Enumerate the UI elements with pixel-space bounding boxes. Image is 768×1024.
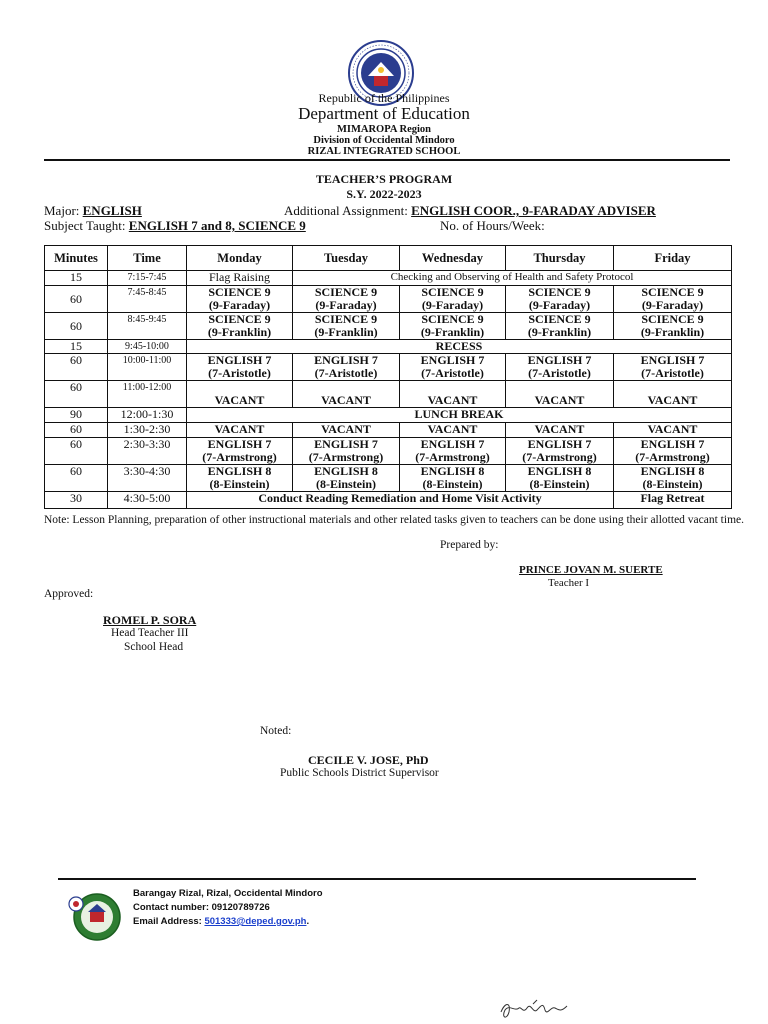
- minutes-cell: 15: [45, 340, 108, 354]
- footer-email-line: [133, 916, 309, 927]
- email-link[interactable]: 501333@deped.gov.ph: [204, 916, 307, 927]
- class-section: (9-Faraday): [641, 298, 704, 312]
- class-subject: SCIENCE 9: [421, 285, 484, 299]
- vacant-cell: VACANT: [187, 381, 293, 408]
- class-section: (8-Einstein): [209, 477, 270, 491]
- time-cell: 7:45-8:45: [108, 286, 187, 313]
- minutes-cell: 60: [45, 354, 108, 381]
- header-tuesday: Tuesday: [293, 246, 400, 271]
- class-cell: [293, 313, 400, 340]
- table-header-row: [45, 246, 732, 271]
- class-cell: [614, 286, 732, 313]
- region-name: MIMAROPA Region: [336, 124, 431, 135]
- class-cell: [187, 286, 293, 313]
- time-cell: 4:30-5:00: [108, 492, 187, 509]
- class-cell: [400, 438, 506, 465]
- table-row: [45, 381, 732, 408]
- header-minutes: Minutes: [45, 246, 108, 271]
- school-year: S.Y. 2022-2023: [346, 187, 422, 201]
- time-cell: 10:00-11:00: [108, 354, 187, 381]
- class-subject: ENGLISH 8: [207, 464, 272, 478]
- school-logos: [66, 892, 124, 942]
- minutes-cell: 60: [45, 286, 108, 313]
- class-cell: [614, 438, 732, 465]
- class-cell: [293, 286, 400, 313]
- vacant-cell: VACANT: [506, 423, 614, 438]
- class-subject: ENGLISH 7: [527, 437, 592, 451]
- hours-label: No. of Hours/Week:: [440, 218, 545, 233]
- additional-value: ENGLISH COOR., 9-FARADAY ADVISER: [411, 203, 656, 218]
- class-subject: ENGLISH 7: [314, 353, 378, 367]
- table-row: [45, 423, 732, 438]
- note-text: Note: Lesson Planning, preparation of other instructional materials and other related tasks given to teachers can be done using their allotted vacant time.: [44, 514, 745, 526]
- class-subject: ENGLISH 7: [527, 353, 592, 367]
- approved-title: Head Teacher III: [111, 627, 189, 639]
- class-section: (7-Armstrong): [635, 450, 710, 464]
- major-value: ENGLISH: [82, 203, 142, 218]
- handwritten-signature: [497, 998, 577, 1022]
- table-row: [45, 408, 732, 423]
- minutes-cell: 90: [45, 408, 108, 423]
- email-label: Email Address:: [133, 916, 205, 927]
- table-row: [45, 340, 732, 354]
- minutes-cell: 30: [45, 492, 108, 509]
- republic-line: Republic of the Philippines: [318, 91, 450, 105]
- recess-cell: RECESS: [187, 340, 732, 354]
- class-section: (7-Aristotle): [208, 366, 271, 380]
- class-cell: [614, 354, 732, 381]
- noted-label: Noted:: [260, 725, 292, 737]
- class-subject: SCIENCE 9: [528, 285, 591, 299]
- header-wednesday: Wednesday: [400, 246, 506, 271]
- class-cell: [400, 313, 506, 340]
- class-section: (7-Aristotle): [421, 366, 484, 380]
- class-cell: [293, 438, 400, 465]
- class-subject: SCIENCE 9: [208, 312, 271, 326]
- class-section: (7-Armstrong): [308, 450, 384, 464]
- prepared-name: PRINCE JOVAN M. SUERTE: [519, 564, 663, 576]
- remediation-cell: Conduct Reading Remediation and Home Visit Activity: [187, 492, 614, 509]
- class-subject: ENGLISH 7: [420, 437, 485, 451]
- prepared-label: Prepared by:: [440, 539, 499, 551]
- vacant-cell: VACANT: [400, 423, 506, 438]
- class-section: (7-Aristotle): [641, 366, 704, 380]
- noted-title: Public Schools District Supervisor: [280, 767, 439, 779]
- class-cell: [187, 465, 293, 492]
- class-cell: [506, 438, 614, 465]
- class-section: (9-Faraday): [528, 298, 591, 312]
- footer-divider: [58, 878, 696, 880]
- class-section: (8-Einstein): [316, 477, 376, 491]
- class-subject: SCIENCE 9: [208, 285, 271, 299]
- major-line: [44, 203, 142, 219]
- class-cell: [293, 354, 400, 381]
- class-cell: [187, 438, 293, 465]
- time-cell: 11:00-12:00: [108, 381, 187, 408]
- table-row: [45, 313, 732, 340]
- vacant-cell: VACANT: [614, 381, 732, 408]
- class-section: (7-Aristotle): [528, 366, 591, 380]
- class-cell: [400, 286, 506, 313]
- class-section: (8-Einstein): [422, 477, 483, 491]
- class-cell: [506, 313, 614, 340]
- class-section: (7-Armstrong): [415, 450, 490, 464]
- vacant-cell: VACANT: [187, 423, 293, 438]
- class-section: (7-Armstrong): [522, 450, 597, 464]
- time-cell: 2:30-3:30: [108, 438, 187, 465]
- approved-label: Approved:: [44, 588, 94, 600]
- minutes-cell: 60: [45, 313, 108, 340]
- header-thursday: Thursday: [506, 246, 614, 271]
- class-subject: ENGLISH 7: [640, 353, 705, 367]
- class-section: (9-Faraday): [315, 298, 377, 312]
- department-name: Department of Education: [298, 104, 470, 123]
- footer-address: Barangay Rizal, Rizal, Occidental Mindoro: [133, 888, 323, 899]
- class-cell: [187, 354, 293, 381]
- class-cell: [506, 354, 614, 381]
- time-cell: 8:45-9:45: [108, 313, 187, 340]
- school-name: RIZAL INTEGRATED SCHOOL: [307, 146, 461, 157]
- additional-label: Additional Assignment:: [284, 203, 408, 218]
- time-cell: 3:30-4:30: [108, 465, 187, 492]
- approved-name: ROMEL P. SORA: [103, 613, 197, 627]
- lunch-break-cell: LUNCH BREAK: [187, 408, 732, 423]
- subject-line: [44, 218, 306, 234]
- subject-value: ENGLISH 7 and 8, SCIENCE 9: [128, 218, 306, 233]
- minutes-cell: 60: [45, 465, 108, 492]
- class-subject: ENGLISH 8: [420, 464, 485, 478]
- class-cell: [614, 465, 732, 492]
- class-subject: ENGLISH 7: [640, 437, 705, 451]
- table-row: [45, 354, 732, 381]
- class-section: (9-Franklin): [640, 325, 705, 339]
- time-cell: 12:00-1:30: [108, 408, 187, 423]
- minutes-cell: 60: [45, 438, 108, 465]
- class-section: (9-Faraday): [421, 298, 484, 312]
- class-section: (8-Einstein): [529, 477, 590, 491]
- health-protocol-cell: Checking and Observing of Health and Safety Protocol: [293, 271, 732, 286]
- vacant-cell: VACANT: [293, 381, 400, 408]
- class-cell: [400, 354, 506, 381]
- class-subject: SCIENCE 9: [528, 312, 591, 326]
- monday-cell: Flag Raising: [187, 271, 293, 286]
- header-time: Time: [108, 246, 187, 271]
- header-divider: [44, 159, 730, 161]
- class-subject: SCIENCE 9: [314, 285, 378, 299]
- class-subject: SCIENCE 9: [641, 285, 704, 299]
- minutes-cell: 15: [45, 271, 108, 286]
- header-friday: Friday: [614, 246, 732, 271]
- noted-name: CECILE V. JOSE, PhD: [308, 753, 429, 767]
- table-row: [45, 492, 732, 509]
- email-end: .: [306, 916, 310, 927]
- minutes-cell: 60: [45, 423, 108, 438]
- class-cell: [187, 313, 293, 340]
- class-subject: SCIENCE 9: [421, 312, 484, 326]
- vacant-cell: VACANT: [400, 381, 506, 408]
- class-subject: ENGLISH 8: [640, 464, 705, 478]
- class-section: (9-Faraday): [208, 298, 271, 312]
- class-subject: SCIENCE 9: [641, 312, 704, 326]
- class-subject: ENGLISH 7: [420, 353, 485, 367]
- class-section: (7-Aristotle): [314, 366, 378, 380]
- class-cell: [614, 313, 732, 340]
- class-cell: [293, 465, 400, 492]
- class-section: (7-Armstrong): [202, 450, 277, 464]
- time-cell: 7:15-7:45: [108, 271, 187, 286]
- additional-assignment-line: [284, 203, 656, 219]
- class-subject: ENGLISH 8: [527, 464, 592, 478]
- class-section: (9-Franklin): [420, 325, 485, 339]
- prepared-title: Teacher I: [548, 577, 590, 589]
- table-row: [45, 438, 732, 465]
- class-subject: SCIENCE 9: [314, 312, 378, 326]
- class-section: (8-Einstein): [642, 477, 703, 491]
- class-section: (9-Franklin): [314, 325, 378, 339]
- class-section: (9-Franklin): [207, 325, 272, 339]
- flag-retreat-cell: Flag Retreat: [614, 492, 732, 509]
- class-cell: [506, 286, 614, 313]
- class-subject: ENGLISH 8: [314, 464, 378, 478]
- time-cell: 9:45-10:00: [108, 340, 187, 354]
- minutes-cell: 60: [45, 381, 108, 408]
- vacant-cell: VACANT: [293, 423, 400, 438]
- major-label: Major:: [44, 203, 80, 218]
- vacant-cell: VACANT: [506, 381, 614, 408]
- class-cell: [506, 465, 614, 492]
- class-subject: ENGLISH 7: [207, 437, 272, 451]
- table-row: [45, 271, 732, 286]
- approved-role: School Head: [124, 641, 184, 653]
- time-cell: 1:30-2:30: [108, 423, 187, 438]
- class-subject: ENGLISH 7: [207, 353, 272, 367]
- program-title: TEACHER’S PROGRAM: [315, 172, 453, 186]
- class-section: (9-Franklin): [527, 325, 592, 339]
- class-cell: [400, 465, 506, 492]
- schedule-table: [44, 245, 732, 509]
- vacant-cell: VACANT: [614, 423, 732, 438]
- division-name: Division of Occidental Mindoro: [313, 135, 455, 146]
- footer-contact: Contact number: 09120789726: [133, 902, 270, 913]
- header-monday: Monday: [187, 246, 293, 271]
- subject-label: Subject Taught:: [44, 218, 126, 233]
- class-subject: ENGLISH 7: [314, 437, 378, 451]
- table-row: [45, 286, 732, 313]
- table-row: [45, 465, 732, 492]
